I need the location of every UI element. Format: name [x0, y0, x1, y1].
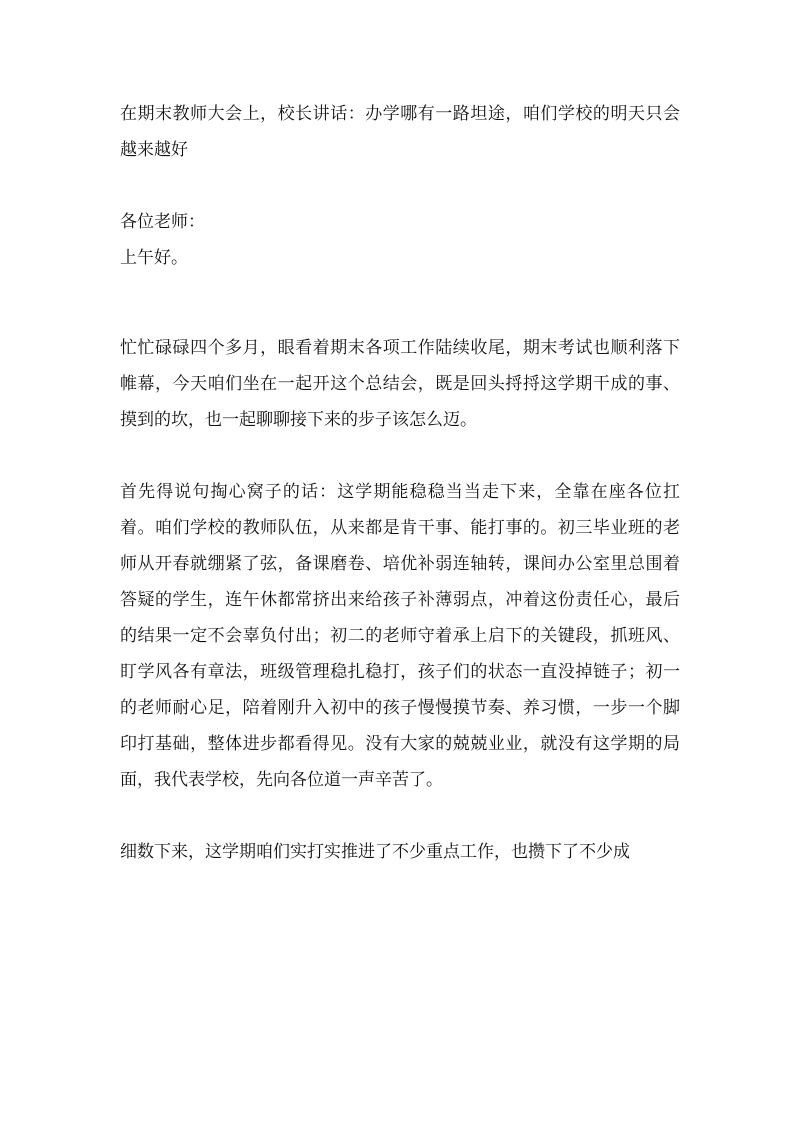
salutation: 各位老师：	[120, 212, 205, 232]
paragraph-1: 忙忙碌碌四个多月，眼看着期末各项工作陆续收尾，期末考试也顺利落下帷幕，今天咱们坐在一起开这个总结会，既是回头捋捋这学期干成的事、摸到的坎，也一起聊聊接下来的步子该怎么迈。	[120, 338, 680, 430]
paragraph-3: 细数下来，这学期咱们实打实推进了不少重点工作，也攒下了不少成	[120, 842, 630, 862]
document-title: 在期末教师大会上，校长讲话：办学哪有一路坦途，咱们学校的明天只会越来越好	[120, 104, 680, 160]
paragraph-2: 首先得说句掏心窝子的话：这学期能稳稳当当走下来，全靠在座各位扛着。咱们学校的教师队伍，从来都是肯干事、能打事的。初三毕业班的老师从开春就绷紧了弦，备课磨卷、培优补弱连轴转，课间办公室里总围着答疑的学生，连午休都常挤出来给孩子补薄弱点，冲着这份责任心，最后的结果一定不会辜负付出；初二的老师守着承上启下的关键段，抓班风、盯学风各有章法，班级管理稳扎稳打，孩子们的状态一直没掉链子；初一的老师耐心足，陪着刚升入初中的孩子慢慢摸节奏、养习惯，一步一个脚印打基础，整体进步都看得见。没有大家的兢兢业业，就没有这学期的局面，我代表学校，先向各位道一声辛苦了。	[120, 482, 680, 790]
greeting: 上午好。	[120, 248, 188, 268]
document-body	[120, 96, 680, 906]
